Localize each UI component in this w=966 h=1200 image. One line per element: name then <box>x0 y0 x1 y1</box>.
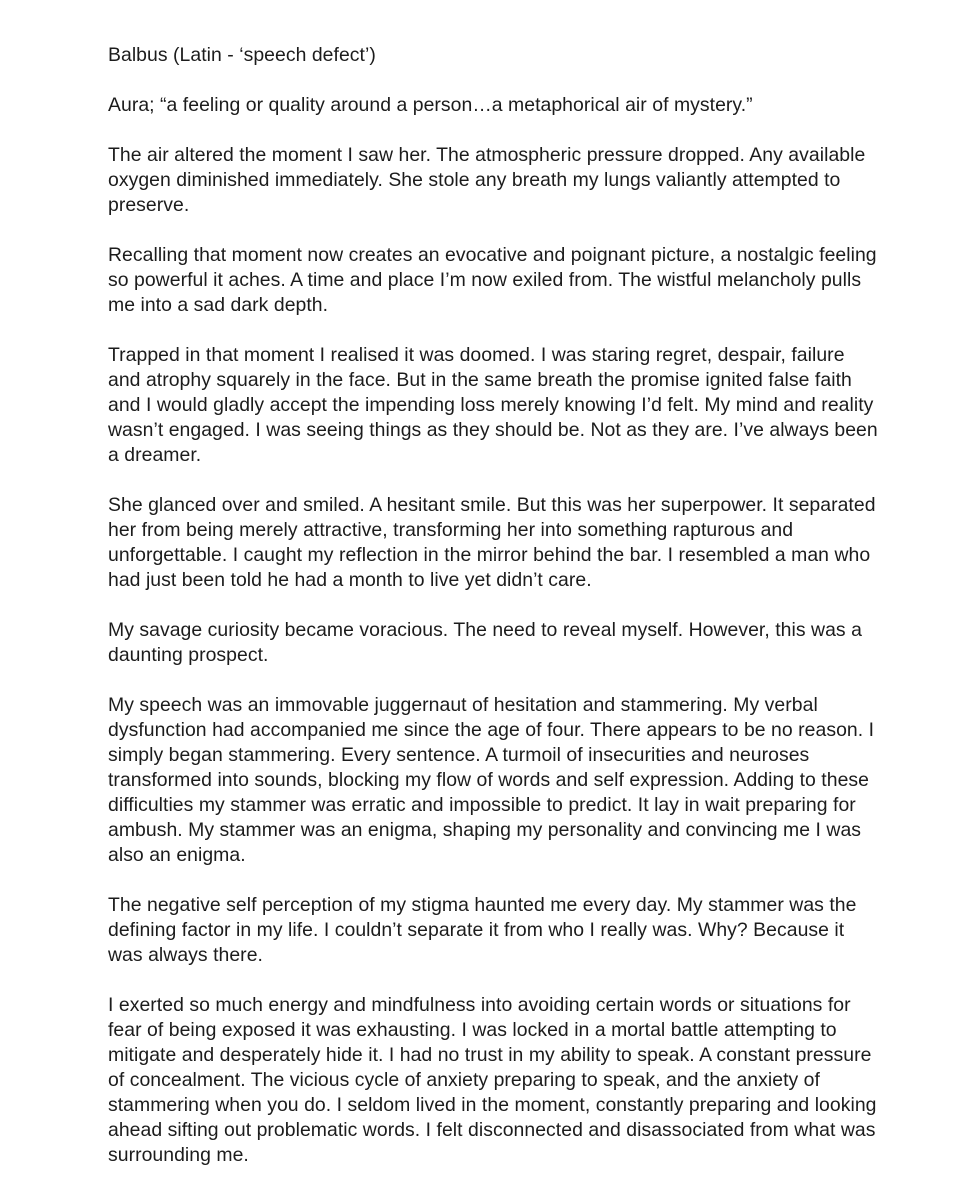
paragraph: My savage curiosity became voracious. The need to reveal myself. However, this was a daunting prospect. <box>108 619 862 666</box>
paragraph: The negative self perception of my stigma haunted me every day. My stammer was the defining factor in my life. I couldn’t separate it from who I really was. Why? Because it was always there. <box>108 894 857 966</box>
paragraph: Recalling that moment now creates an evocative and poignant picture, a nostalgic feeling so powerful it aches. A time and place I’m now exiled from. The wistful melancholy pulls me into a sad dark depth. <box>108 244 877 316</box>
paragraph: She glanced over and smiled. A hesitant smile. But this was her superpower. It separated her from being merely attractive, transforming her into something rapturous and unforgettable. I caught my reflection in the mirror behind the bar. I resembled a man who had just been told he had a month to live yet didn’t care. <box>108 494 876 591</box>
paragraph-aura-definition: Aura; “a feeling or quality around a person…a metaphorical air of mystery.” <box>108 94 753 116</box>
paragraph: I exerted so much energy and mindfulness into avoiding certain words or situations for fear of being exposed it was exhausting. I was locked in a mortal battle attempting to mitigate and desperately hide it. I had no trust in my ability to speak. A constant pressure of concealment. The vicious cycle of anxiety preparing to speak, and the anxiety of stammering when you do. I seldom lived in the moment, constantly preparing and looking ahead sifting out problematic words. I felt disconnected and disassociated from what was surrounding me. <box>108 994 877 1166</box>
document-title: Balbus (Latin - ‘speech defect’) <box>108 44 376 66</box>
document-page <box>108 43 878 1193</box>
paragraph: Trapped in that moment I realised it was doomed. I was staring regret, despair, failure and atrophy squarely in the face. But in the same breath the promise ignited false faith and I would gladly accept the impending loss merely knowing I’d felt. My mind and reality wasn’t engaged. I was seeing things as they should be. Not as they are. I’ve always been a dreamer. <box>108 344 878 466</box>
paragraph: The air altered the moment I saw her. The atmospheric pressure dropped. Any available oxygen diminished immediately. She stole any breath my lungs valiantly attempted to preserve. <box>108 144 866 216</box>
paragraph: My speech was an immovable juggernaut of hesitation and stammering. My verbal dysfunction had accompanied me since the age of four. There appears to be no reason. I simply began stammering. Every sentence. A turmoil of insecurities and neuroses transformed into sounds, blocking my flow of words and self expression. Adding to these difficulties my stammer was erratic and impossible to predict. It lay in wait preparing for ambush. My stammer was an enigma, shaping my personality and convincing me I was also an enigma. <box>108 694 875 866</box>
